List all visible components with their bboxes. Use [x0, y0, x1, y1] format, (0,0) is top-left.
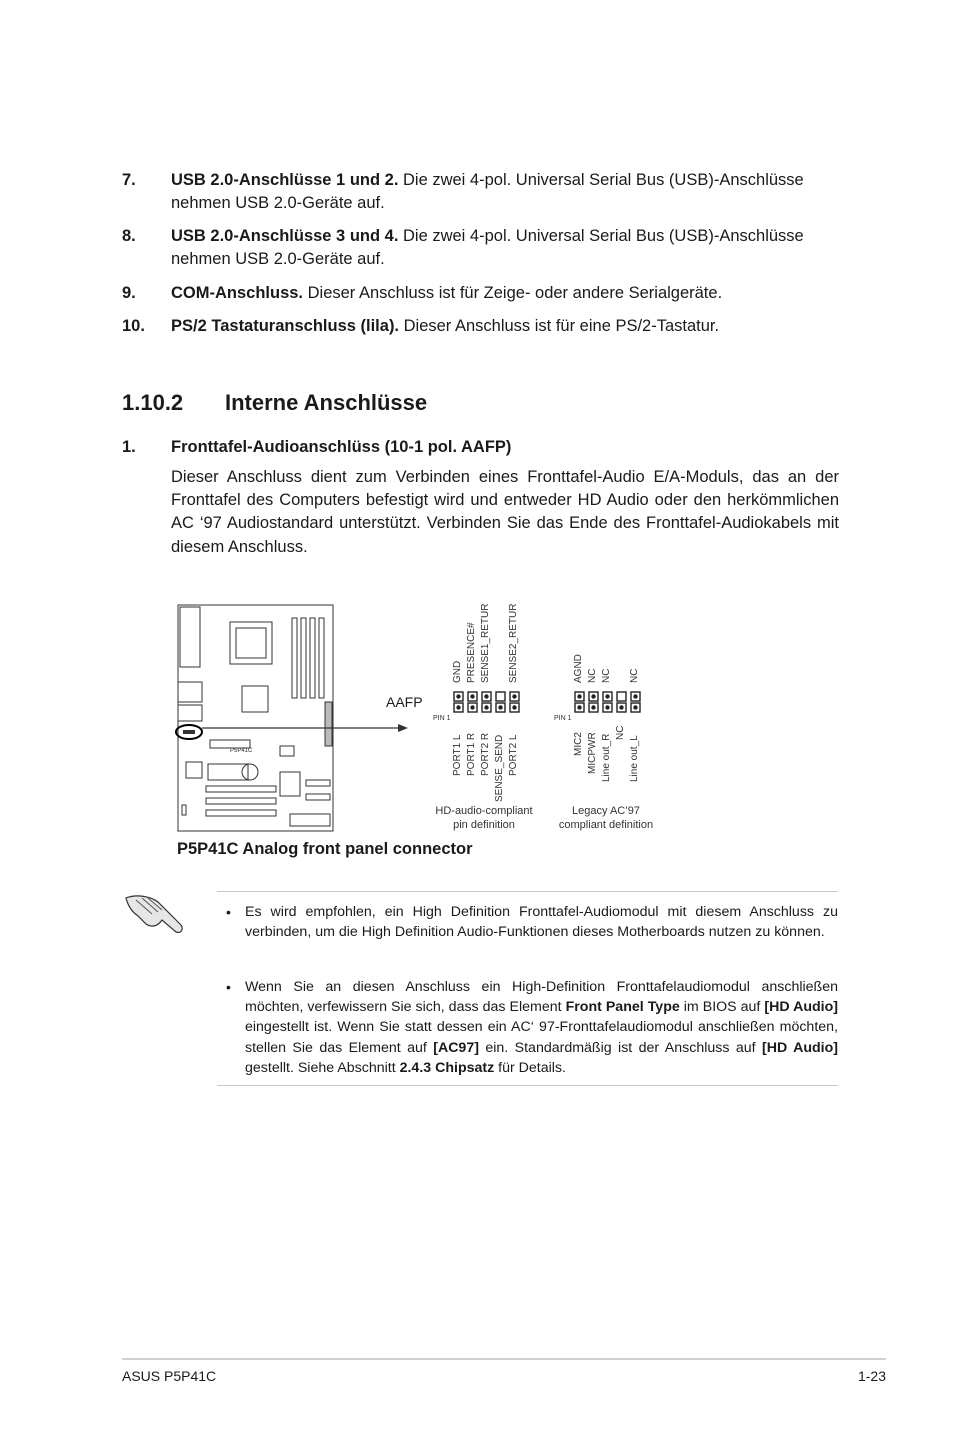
ac-pin-header	[571, 690, 646, 720]
aafp-connector-mark	[183, 730, 195, 734]
list-text: Dieser Anschluss ist für eine PS/2-Tastatur.	[399, 317, 720, 335]
arrow-icon	[398, 724, 408, 732]
note-bold: [AC97]	[433, 1039, 479, 1056]
list-text: Die zwei 4-pol. Universal Serial Bus (USB)-Anschlüsse nehmen USB 2.0-Geräte auf.	[171, 171, 804, 212]
note-text: eingestellt ist. Wenn Sie statt dessen ein AC‘ 97-Fronttafelaudiomodul anschließen möchten, stellen Sie das Element auf	[245, 1019, 838, 1056]
ac-pin-bottom-4: Line out_L	[629, 735, 640, 782]
note-1: Es wird empfohlen, ein High Definition Fronttafel-Audiomodul mit diesem Anschluss zu verbinden, um die High Definition Audio-Funktionen dieses Motherboards nutzen zu können.	[245, 904, 838, 941]
note-bottom-divider	[217, 1085, 838, 1086]
list-number: 8.	[122, 227, 136, 245]
hd-pin-top-3: SENSE2_RETUR	[508, 603, 519, 683]
note-top-divider	[217, 891, 838, 892]
list-title: USB 2.0-Anschlüsse 1 und 2.	[171, 171, 399, 189]
bullet-icon: •	[226, 979, 231, 995]
note-bold: [HD Audio]	[764, 999, 838, 1016]
ac-pin-top-2: NC	[601, 668, 612, 683]
section-title: Interne Anschlüsse	[225, 390, 428, 415]
ac-pin-bottom-2: Line out_R	[601, 733, 612, 782]
note-2	[245, 977, 838, 1078]
ac-pin-top-0: AGND	[573, 654, 584, 683]
hd-pin-bottom-3: SENSE_SEND	[494, 734, 505, 802]
hd-pin-top-1: PRESENCE#	[466, 622, 477, 683]
ac-pin-bottom-1: MICPWR	[587, 732, 598, 774]
hd-pin1-label: PIN 1	[433, 715, 451, 722]
hd-pin-top-0: GND	[452, 660, 463, 683]
motherboard-outline	[178, 605, 333, 831]
footer-page-number: 1-23	[857, 1368, 886, 1384]
list-title: USB 2.0-Anschlüsse 3 und 4.	[171, 227, 399, 245]
footer-left: ASUS P5P41C	[122, 1368, 217, 1384]
note-bold: Front Panel Type	[565, 999, 680, 1016]
hd-caption-line2: pin definition	[453, 819, 515, 831]
list-title: COM-Anschluss.	[171, 284, 304, 302]
hd-pin-bottom-2: PORT2 R	[480, 732, 491, 776]
hand-note-icon	[122, 888, 188, 938]
hd-pin-bottom-4: PORT2 L	[508, 734, 519, 776]
note-text: im BIOS auf	[679, 999, 765, 1016]
list-text: Die zwei 4-pol. Universal Serial Bus (USB)-Anschlüsse nehmen USB 2.0-Geräte auf.	[171, 227, 804, 268]
note-text: gestellt. Siehe Abschnitt	[245, 1059, 400, 1076]
ac-pin-bottom-3: NC	[615, 725, 626, 740]
section-number: 1.10.2	[122, 390, 184, 415]
hd-pin-bottom-0: PORT1 L	[452, 734, 463, 776]
section-heading	[122, 390, 428, 416]
hd-caption	[428, 804, 540, 832]
ac-pin-top-1: NC	[587, 668, 598, 683]
ac-pin1-label: PIN 1	[554, 715, 572, 722]
hd-pin-top-2: SENSE1_RETUR	[480, 603, 491, 683]
note-text: ein. Standardmäßig ist der Anschluss auf	[478, 1039, 762, 1056]
note-bold: 2.4.3 Chipsatz	[399, 1059, 495, 1076]
list-title: Fronttafel-Audioanschlüss (10-1 pol. AAFP)	[171, 438, 512, 456]
ac-pin-bottom-0: MIC2	[573, 732, 584, 756]
list-number: 10.	[122, 317, 145, 335]
list-text: Dieser Anschluss ist für Zeige- oder andere Serialgeräte.	[303, 284, 723, 302]
hd-pin-header	[450, 690, 525, 720]
board-label: P5P41C	[230, 748, 253, 754]
ac-caption	[550, 804, 662, 832]
list-title: PS/2 Tastaturanschluss (lila).	[171, 317, 400, 335]
list-number: 9.	[122, 284, 136, 302]
hd-caption-line1: HD-audio-compliant	[435, 805, 533, 817]
aafp-label: AAFP	[386, 694, 423, 710]
item1-paragraph: Dieser Anschluss dient zum Verbinden eines Fronttafel-Audio E/A-Moduls, das an der Fronttafel des Computers befestigt wird und entweder HD Audio oder den herkömmlichen AC ‘97 Audiostandard unterstützt. Verbinden Sie das Ende des Fronttafel-Audiokabels mit diesem Anschluss.	[171, 468, 839, 556]
ac-pin-top-3: NC	[629, 668, 640, 683]
ac-caption-line1: Legacy AC’97	[572, 805, 640, 817]
footer-divider	[122, 1358, 886, 1360]
ac-caption-line2: compliant definition	[558, 819, 654, 831]
bullet-icon: •	[226, 904, 231, 920]
list-number: 1.	[122, 438, 136, 456]
note-text: für Details.	[494, 1059, 566, 1076]
figure-caption: P5P41C Analog front panel connector	[177, 840, 473, 858]
note-bold: [HD Audio]	[762, 1039, 839, 1056]
note-text: Wenn Sie an diesen Anschluss ein High-Definition Fronttafelaudiomodul anschließen möchten, verfewissern Sie sich, dass das Element	[245, 979, 838, 1016]
hd-pin-bottom-1: PORT1 R	[466, 732, 477, 776]
list-number: 7.	[122, 171, 136, 189]
